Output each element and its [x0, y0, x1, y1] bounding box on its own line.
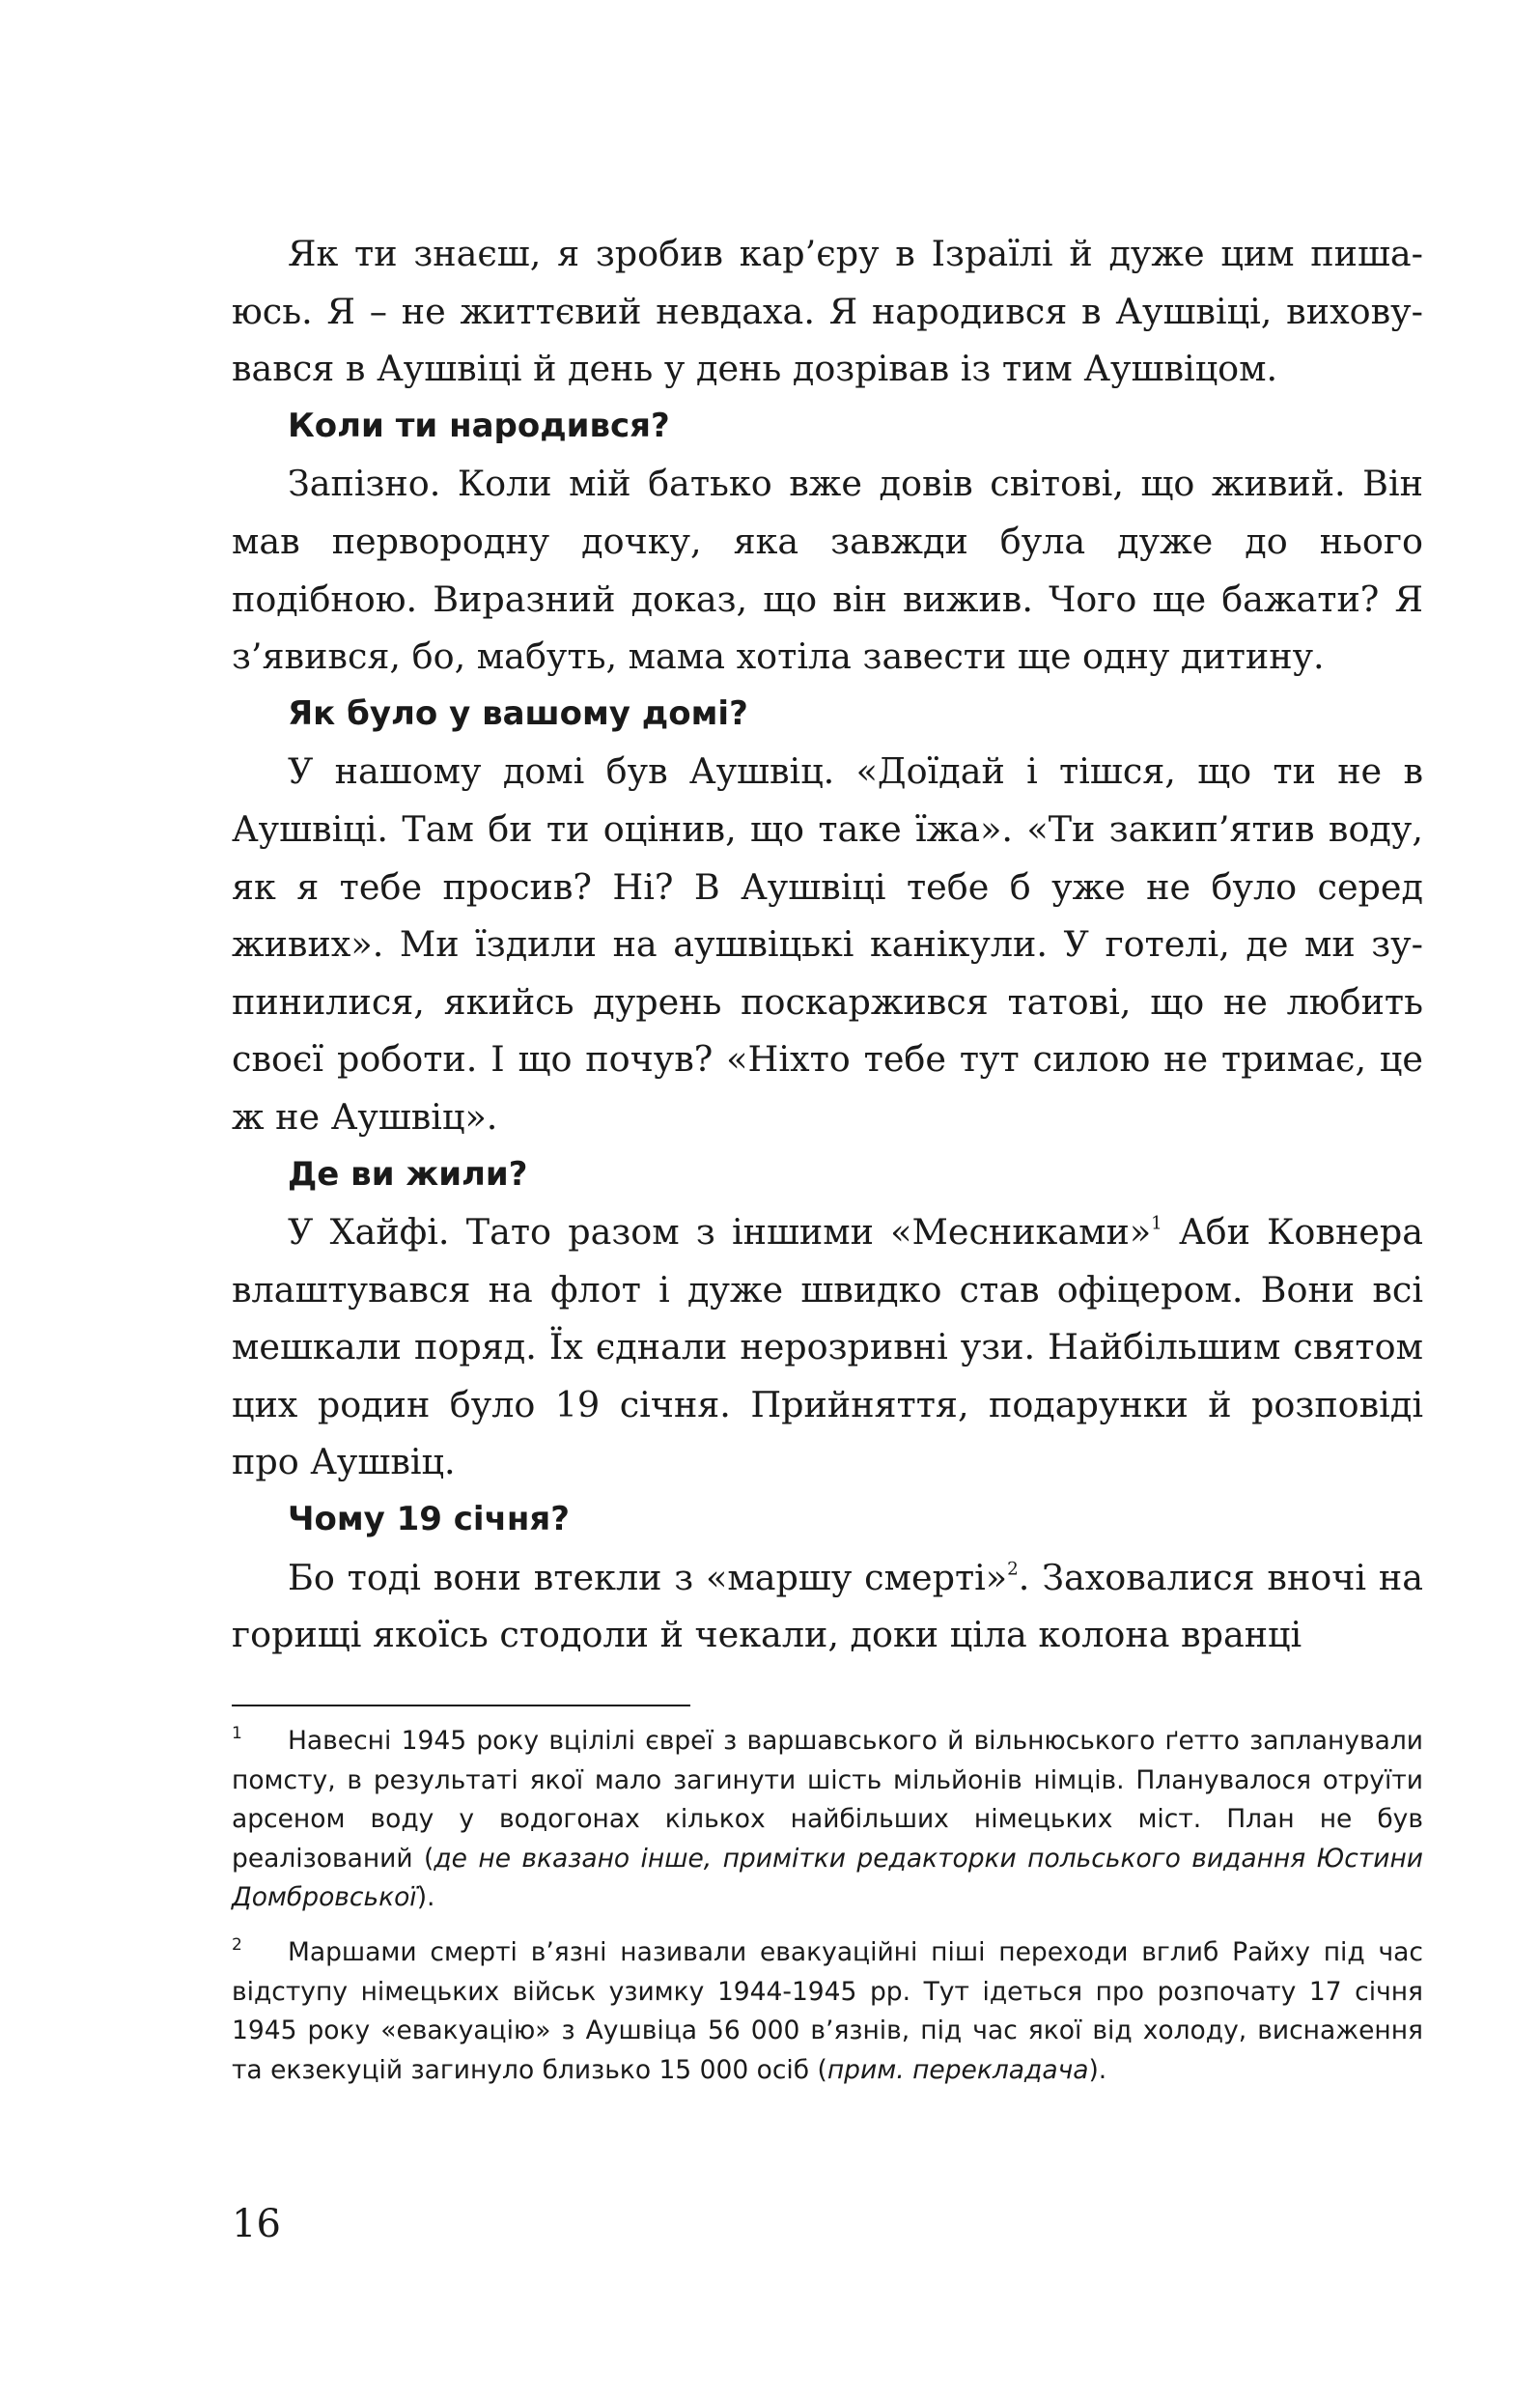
page-body — [232, 225, 1423, 1664]
answer-paragraph: Як ти знаєш, я зробив кар’єру в Ізраїлі й дуже цим пишаюсь. Я – не життєвий невдаха. Я народився в Аушвіці, виховувався в Аушвіці й день у день дозрівав із тим Аушвіцом. — [232, 233, 1423, 390]
footnote: 2 Маршами смерті в’язні називали евакуаційні піші переходи вглиб Райху під час відступу німецьких військ узимку 1944-1945 рр. Тут ідеться про розпочату 17 січня 1945 року «евакуацію» з Аушвіца 56 000 в’язнів, під час якої від холоду, виснаження та екзекуцій загинуло близько 15 000 осіб (прим. перекладача). — [232, 1934, 1423, 2085]
answer-paragraph: Запізно. Коли мій батько вже довів світові, що живий. Він мав первородну дочку, яка завжди була дуже до нього подібною. Виразний доказ, що він вижив. Чого ще бажати? Я з’явився, бо, мабуть, мама хотіла завести ще одну дитину. — [232, 463, 1423, 678]
footnote-divider — [232, 1705, 690, 1706]
answer-text: У Хайфі. Тато разом з іншими «Месниками» — [288, 1211, 1152, 1254]
footnote: 1 Навесні 1945 року вцілілі євреї з варшавського й вільнюського ґетто запланували помсту, в результаті якої мало загинути шість мільйонів німців. Планувалося отруїти арсеном воду у водогонах кількох найбільших німецьких міст. План не був реалізований (де не вказано інше, примітки редакторки польського видання Юстини Домбровської). — [232, 1723, 1424, 1913]
answer-text: . Заховалися вночі на горищі якоїсь стодоли й чекали, доки ціла колона вранці — [232, 1556, 1423, 1656]
answer-text: Аби Ковнера влаштувався на флот і дуже швидко став офіцером. Вони всі мешкали поряд. Їх єднали нерозривні узи. Найбільшим святом цих родин було 19 січня. Прийняття, подарунки й розповіді про Аушвіц. — [232, 1211, 1423, 1483]
footnote-tail: ). — [416, 1882, 435, 1913]
footnote-tail: ). — [1088, 2054, 1107, 2085]
interview-question: Коли ти народився? — [288, 406, 670, 445]
footnote-ref[interactable]: 1 — [1151, 1213, 1162, 1234]
footnotes — [232, 1722, 1423, 2105]
answer-paragraph — [232, 1549, 1423, 1664]
interview-question: Чому 19 січня? — [288, 1500, 570, 1539]
footnote-text: Навесні 1945 року вцілілі євреї з варшавського й вільнюського ґетто запланували помсту, в результаті якої мало загинути шість мільйонів німців. Планувалося отруїти арсеном воду у водогонах кількох найбільших німецьких міст. План не був реалізований ( — [232, 1726, 1423, 1874]
answer-text: Бо тоді вони втекли з «маршу смерті» — [288, 1556, 1008, 1598]
interview-question: Де ви жили? — [288, 1154, 528, 1194]
footnote-ref[interactable]: 2 — [1007, 1559, 1019, 1580]
answer-paragraph — [232, 1203, 1423, 1491]
interview-question: Як було у вашому домі? — [288, 693, 748, 733]
answer-paragraph: У нашому домі був Аушвіц. «Доїдай і тішся, що ти не в Аушвіці. Там би ти оцінив, що таке їжа». «Ти закип’ятив воду, як я тебе просив? Ні? В Аушвіці тебе б уже не було серед живих». Ми їздили на аушвіцькі канікули. У готелі, де ми зупинилися, якийсь дурень поскаржився татові, що не любить своєї роботи. І що почув? «Ніхто тебе тут силою не тримає, це ж не Аушвіц». — [232, 750, 1423, 1138]
page-number: 16 — [232, 2202, 281, 2246]
footnote-italic-note: де не вказано інше, примітки редакторки польського видання Юстини Домбровської — [232, 1843, 1424, 1913]
footnote-text: Маршами смерті в’язні називали евакуаційні піші переходи вглиб Райху під час відступу німецьких військ узимку 1944-1945 рр. Тут ідеться про розпочату 17 січня 1945 року «евакуацію» з Аушвіца 56 000 в’язнів, під час якої від холоду, виснаження та екзекуцій загинуло близько 15 000 осіб ( — [232, 1936, 1423, 2085]
footnote-italic-note: прим. перекладача — [826, 2054, 1089, 2085]
